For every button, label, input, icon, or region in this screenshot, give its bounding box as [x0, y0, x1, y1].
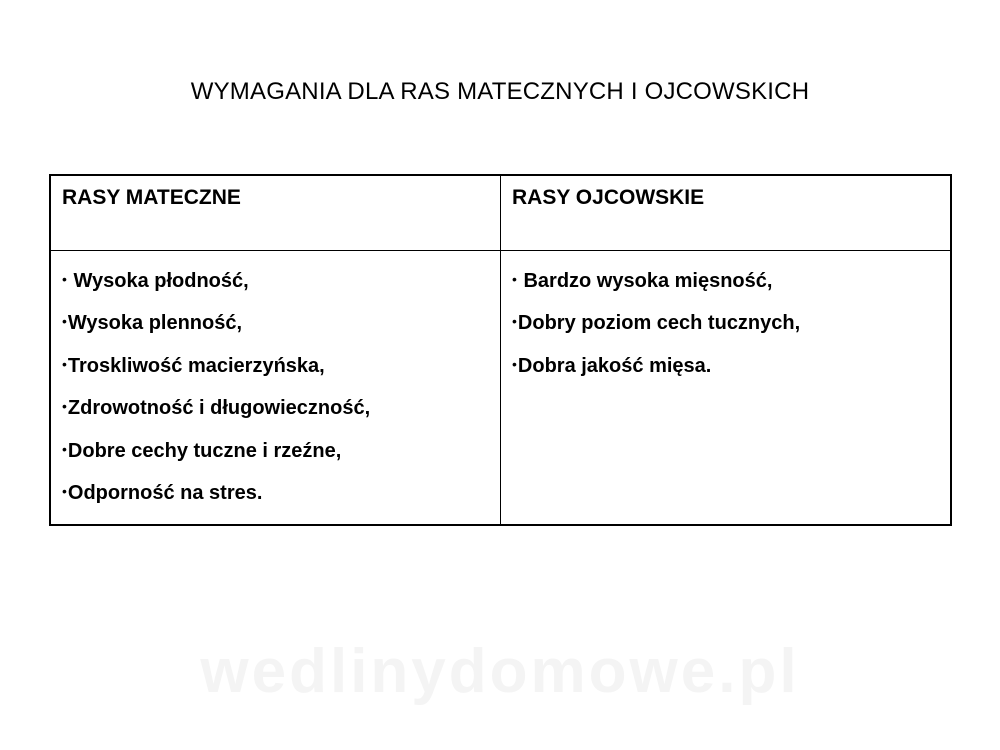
bullet: • — [512, 271, 517, 287]
maternal-breeds-list — [51, 251, 501, 524]
bullet: • — [62, 313, 67, 330]
paternal-breeds-list — [501, 251, 950, 524]
list-item: •Zdrowotność i długowieczność, — [62, 397, 371, 420]
list-item: • Wysoka płodność, — [62, 270, 249, 292]
header-maternal-breeds: RASY MATECZNE — [51, 176, 501, 251]
bullet: • — [62, 440, 67, 457]
list-item: •Dobra jakość mięsa. — [512, 354, 712, 377]
watermark: wedlinydomowe.pl — [200, 637, 800, 706]
list-item: •Dobre cechy tuczne i rzeźne, — [62, 439, 342, 462]
slide-title: WYMAGANIA DLA RAS MATECZNYCH I OJCOWSKICH — [190, 78, 810, 105]
header-paternal-breeds: RASY OJCOWSKIE — [501, 176, 950, 251]
bullet: • — [512, 313, 517, 330]
list-item: • Bardzo wysoka mięsność, — [512, 270, 773, 292]
bullet: • — [62, 398, 67, 415]
bullet: • — [62, 482, 67, 499]
list-item: •Dobry poziom cech tucznych, — [512, 312, 801, 335]
list-item: •Troskliwość macierzyńska, — [62, 354, 325, 377]
list-item: •Wysoka plenność, — [62, 312, 243, 335]
requirements-table — [49, 174, 952, 526]
bullet: • — [62, 355, 67, 372]
list-item: •Odporność na stres. — [62, 481, 263, 504]
bullet: • — [62, 271, 67, 287]
bullet: • — [512, 355, 517, 372]
